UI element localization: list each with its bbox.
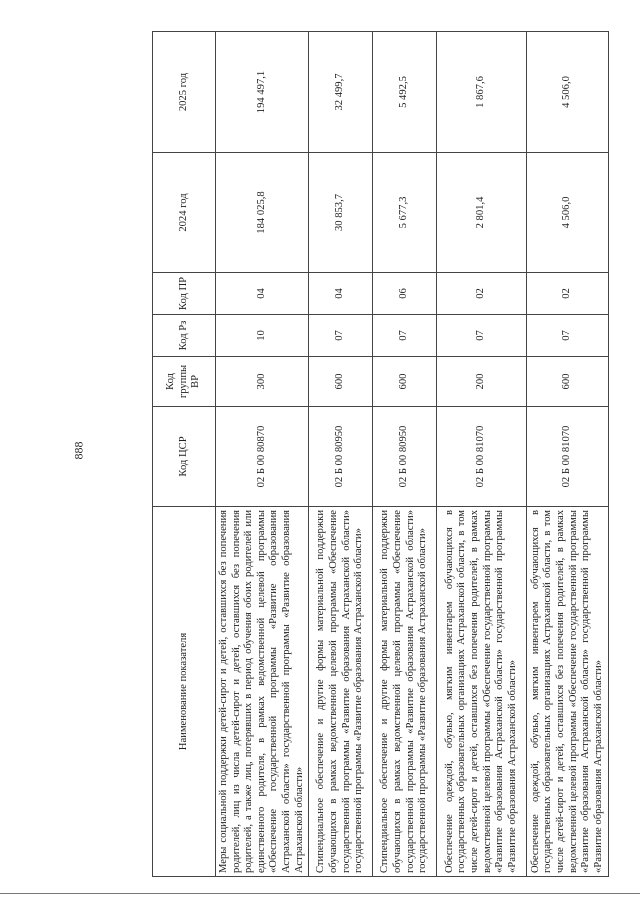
header-2025: 2025 год: [153, 32, 216, 153]
page-number: 888: [71, 441, 86, 460]
row-csr: 02 Б 00 80870: [216, 407, 309, 507]
row-name: Обеспечение одеждой, обувью, мягким инвентарем обучающихся в государственных образовательных организациях Астраханской области, в том числе детей-сирот и детей, оставшихся без попечения родителей, в рамках ведомственной целевой программы «Обеспечение государственной программы «Развитие образования Астраханской области» государственной программы «Развитие образования Астраханской области»: [437, 507, 527, 877]
row-csr: 02 Б 00 81070: [437, 407, 527, 507]
row-name: Стипендиальное обеспечение и другие формы материальной поддержки обучающихся в рамках ведомственной целевой программы «Обеспечение государственной программы «Развитие образования Астраханской области» государственной программы «Развитие образования Астраханской области»: [373, 507, 437, 877]
row-rz: 10: [216, 315, 309, 357]
row-rz: 07: [309, 315, 373, 357]
row-2024: 184 025,8: [216, 153, 309, 273]
row-2024: 5 677,3: [373, 153, 437, 273]
header-pr: Код ПР: [153, 273, 216, 315]
table-header-row: [153, 32, 216, 877]
header-rz: Код Рз: [153, 315, 216, 357]
row-csr: 02 Б 00 80950: [309, 407, 373, 507]
budget-table: [152, 31, 609, 877]
row-csr: 02 Б 00 80950: [373, 407, 437, 507]
row-rz: 07: [437, 315, 527, 357]
row-vr: 200: [437, 357, 527, 407]
row-vr: 600: [309, 357, 373, 407]
row-2024: 2 801,4: [437, 153, 527, 273]
table-row: [437, 32, 527, 877]
table-row: [373, 32, 437, 877]
row-name: Меры социальной поддержки детей-сирот и детей, оставшихся без попечения родителей, лиц из числа детей-сирот и детей, оставшихся без попечения родителей, а также лиц, потерявших в период обучения обоих родителей или единственного родителя, в рамках ведомственной целевой программы «Обеспечение государственной программы «Развитие образования Астраханской области» государственной программы «Развитие образования Астраханской области»: [216, 507, 309, 877]
row-pr: 02: [527, 273, 609, 315]
row-pr: 04: [216, 273, 309, 315]
header-name: Наименование показателя: [153, 507, 216, 877]
row-vr: 300: [216, 357, 309, 407]
row-2025: 32 499,7: [309, 32, 373, 153]
row-vr: 600: [373, 357, 437, 407]
bottom-rule: [0, 893, 640, 894]
row-pr: 02: [437, 273, 527, 315]
row-2024: 30 853,7: [309, 153, 373, 273]
row-name: Стипендиальное обеспечение и другие формы материальной поддержки обучающихся в рамках ведомственной целевой программы «Обеспечение государственной программы «Развитие образования Астраханской области» государственной программы «Развитие образования Астраханской области»: [309, 507, 373, 877]
row-name: Обеспечение одеждой, обувью, мягким инвентарем обучающихся в государственных образовательных организациях Астраханской области, в том числе детей-сирот и детей, оставшихся без попечения родителей, в рамках ведомственной целевой программы «Обеспечение государственной программы «Развитие образования Астраханской области» государственной программы «Развитие образования Астраханской области»: [527, 507, 609, 877]
budget-table-sheet: [152, 32, 604, 877]
row-vr: 600: [527, 357, 609, 407]
table-row: [527, 32, 609, 877]
header-vr: Код группы ВР: [153, 357, 216, 407]
row-pr: 04: [309, 273, 373, 315]
row-2025: 1 867,6: [437, 32, 527, 153]
row-rz: 07: [527, 315, 609, 357]
row-2025: 194 497,1: [216, 32, 309, 153]
header-2024: 2024 год: [153, 153, 216, 273]
row-2025: 4 506,0: [527, 32, 609, 153]
row-pr: 06: [373, 273, 437, 315]
row-rz: 07: [373, 315, 437, 357]
table-row: [216, 32, 309, 877]
row-2024: 4 506,0: [527, 153, 609, 273]
row-csr: 02 Б 00 81070: [527, 407, 609, 507]
row-2025: 5 492,5: [373, 32, 437, 153]
header-csr: Код ЦСР: [153, 407, 216, 507]
table-row: [309, 32, 373, 877]
